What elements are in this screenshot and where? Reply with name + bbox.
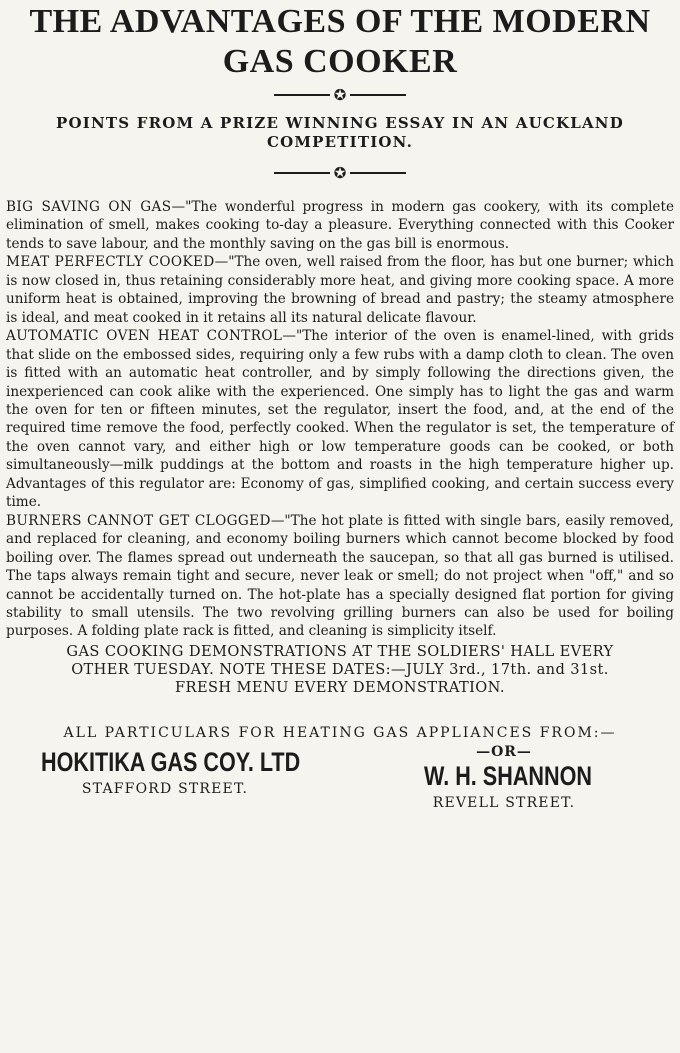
divider-rule-left	[274, 94, 330, 96]
supplier-name: W. H. SHANNON	[424, 760, 593, 791]
demo-line-1: GAS COOKING DEMONSTRATIONS AT THE SOLDIERS' HALL EVERY	[66, 642, 614, 660]
paragraph-heading: BIG SAVING ON GAS	[6, 199, 172, 215]
essay-body	[4, 198, 676, 697]
divider-rule-right	[350, 172, 406, 174]
particulars-line: ALL PARTICULARS FOR HEATING GAS APPLIANCES FROM:—	[63, 724, 617, 741]
headline-line-1: THE ADVANTAGES OF THE MODERN	[29, 3, 651, 40]
paragraph-heading: MEAT PERFECTLY COOKED	[6, 254, 215, 271]
headline-line-2: GAS COOKER	[222, 43, 458, 80]
star-ornament-icon: ✪	[333, 86, 347, 104]
paragraph-heading: AUTOMATIC OVEN HEAT CONTROL	[6, 328, 283, 345]
subheading-line-1: POINTS FROM A PRIZE WINNING ESSAY IN AN AUCKLAND	[56, 114, 624, 132]
paragraph-meat-cooked	[6, 253, 674, 327]
paragraph-text: —"The hot plate is fitted with single bars, easily removed, and replaced for cleaning, and economy boiling burners which cannot become blocked by food boiling over. The flames spread out underneath the saucepan, so that all gas burned is utilised. The taps always remain tight and secure, never leak or smell; do not project when "off," and so cannot be accidentally turned on. The hot-plate has a specially designed flat portion for giving stability to small utensils. The two revolving grilling burners can also be used for boiling purposes. A folding plate rack is fitted, and cleaning is simplicity itself.	[6, 512, 675, 640]
suppliers-footer	[4, 743, 676, 817]
subheading	[4, 114, 676, 152]
ornament-divider-top	[4, 88, 676, 102]
supplier-gas-company	[10, 747, 320, 799]
paragraph-text: —"The wonderful progress in modern gas cookery, with its complete elimination of smell, makes cooking to-day a pleasure. Everything connected with this Cooker tends to save labour, and the monthly saving on the gas bill is enormous.	[6, 199, 674, 252]
demo-line-2: OTHER TUESDAY. NOTE THESE DATES:—JULY 3rd., 17th. and 31st.	[71, 660, 609, 678]
paragraph-heading: BURNERS CANNOT GET CLOGGED	[6, 512, 271, 529]
paragraph-burners	[6, 512, 674, 641]
demonstrations-notice	[6, 643, 674, 697]
supplier-address: REVELL STREET.	[432, 794, 576, 811]
subheading-line-2: COMPETITION.	[266, 133, 414, 151]
ornament-divider-bottom	[4, 166, 676, 180]
demo-line-3: FRESH MENU EVERY DEMONSTRATION.	[175, 678, 505, 696]
divider-rule-right	[350, 94, 406, 96]
or-separator: —OR—	[476, 743, 532, 760]
star-ornament-icon: ✪	[333, 164, 347, 182]
headline	[4, 0, 676, 82]
paragraph-gas-saving	[6, 198, 674, 253]
supplier-address: STAFFORD STREET.	[81, 780, 249, 797]
paragraph-text: —"The oven, well raised from the floor, has but one burner; which is now closed in, thus retaining considerably more heat, and giving more cooking space. A more uniform heat is obtained, improving the browning of bread and pastry; the steamy atmosphere is ideal, and meat cooked in it retains all its natural delicate flavour.	[6, 254, 674, 326]
paragraph-text: —"The interior of the oven is enamel-lined, with grids that slide on the embossed sides, requiring only a few rubs with a damp cloth to clean. The oven is fitted with an automatic heat controller, and by simply following the directions given, the inexperienced can cook alike with the experienced. One simply has to light the gas and warm the oven for ten or fifteen minutes, set the regulator, insert the food, and, at the end of the required time remove the food, perfectly cooked. When the regulator is set, the temperature of the oven cannot vary, and either high or low temperature goods can be cooked, or both simultaneously—milk puddings at the bottom and roasts in the high temperature higher up. Advantages of this regulator are: Economy of gas, simplified cooking, and certain success every time.	[6, 328, 674, 511]
divider-rule-left	[274, 172, 330, 174]
supplier-name: HOKITIKA GAS COY. LTD	[41, 746, 301, 777]
supplier-shannon	[404, 743, 604, 813]
paragraph-heat-control	[6, 327, 674, 512]
